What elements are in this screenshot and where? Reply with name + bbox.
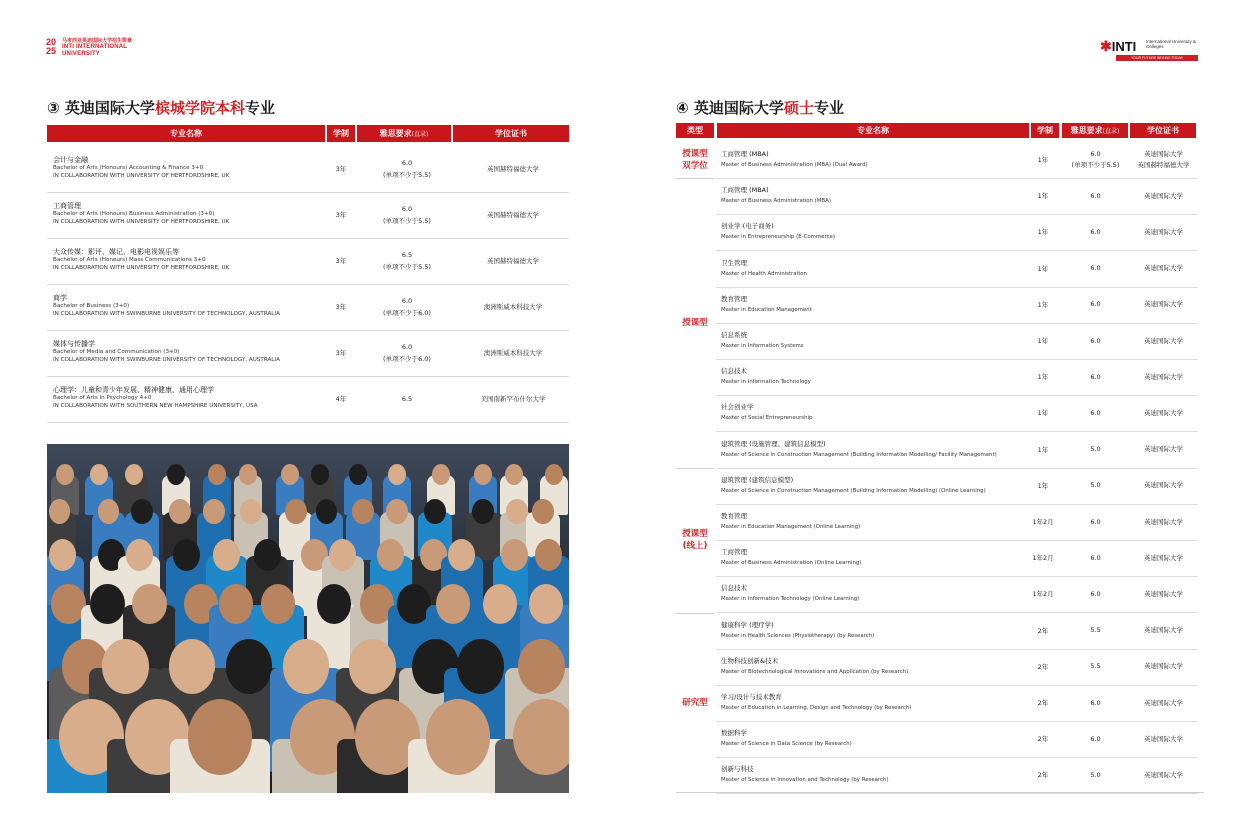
- table-row: [716, 287, 1198, 324]
- table-row: [716, 359, 1198, 396]
- logo-subtitle: International University & Colleges: [1146, 39, 1197, 49]
- audience-head: [388, 464, 406, 485]
- brand-line-1: INTI INTERNATIONAL: [62, 44, 128, 50]
- category-cell: 授课型 (线上): [682, 529, 708, 552]
- program-name: [721, 728, 1026, 750]
- table-row: [716, 721, 1198, 758]
- table-row: [47, 376, 569, 423]
- program-ielts: 5.5: [1090, 626, 1101, 635]
- audience-head: [472, 499, 494, 524]
- header-duration: 学制: [1031, 123, 1059, 138]
- program-en: Master in Information Technology: [721, 379, 811, 386]
- audience-head: [126, 539, 153, 571]
- program-duration: 1年: [1037, 264, 1049, 273]
- audience-head: [426, 699, 491, 775]
- table-row: [716, 540, 1198, 577]
- program-en: Bachelor of Arts (Honours) Accounting & Finance 3+0: [53, 165, 204, 171]
- program-duration: 1年: [1037, 300, 1049, 309]
- program-cn: 工商管理 (MBA): [721, 186, 769, 195]
- program-en: Master in Information Technology (Online Learning): [721, 596, 860, 603]
- category-cell: 授课型 双学位: [682, 149, 708, 172]
- program-duration: 1年: [1037, 445, 1049, 454]
- table-row: [716, 504, 1198, 541]
- program-cn: 媒体与传播学: [53, 340, 95, 348]
- program-cn: 社会创业学: [721, 403, 754, 412]
- program-duration: 1年: [1037, 373, 1049, 382]
- program-duration: 1年: [1037, 156, 1049, 164]
- program-cert: 英迪国际大学: [1144, 589, 1183, 598]
- program-en: Master of Education in Learning, Design and Technology (by Research): [721, 705, 912, 711]
- program-ielts: 6.0 (单项不少于5.5): [383, 205, 431, 225]
- program-ielts: 6.0 (单项不少于6.0): [383, 297, 431, 317]
- program-duration: 1年: [1037, 192, 1049, 201]
- program-en: Master of Science in Innovation and Technology (by Research): [721, 777, 889, 784]
- program-cn: 学习/设计与技术教育: [721, 693, 782, 701]
- program-cn: 创业学 (电子商务): [721, 222, 774, 231]
- audience-head: [213, 539, 240, 571]
- audience-head: [254, 539, 281, 571]
- undergrad-section-title: ③ 英迪国际大学槟城学院本科专业: [47, 99, 275, 117]
- table-row: [716, 468, 1198, 505]
- program-name: [53, 248, 323, 272]
- audience-head: [506, 499, 528, 524]
- program-cn: 信息技术: [721, 367, 747, 376]
- program-ielts: 6.5: [401, 395, 413, 403]
- table-row: [716, 649, 1198, 686]
- table-row: [716, 685, 1198, 722]
- program-cn: 工商管理: [721, 548, 747, 557]
- program-duration: 2年: [1037, 735, 1049, 744]
- program-cert: 英迪国际大学: [1144, 734, 1183, 743]
- program-name: [53, 340, 323, 364]
- inti-logo: [1100, 38, 1197, 60]
- program-name: [721, 511, 1026, 533]
- audience-head: [474, 464, 492, 485]
- table-row: [716, 757, 1198, 794]
- program-cn: 会计与金融: [53, 156, 88, 164]
- table-row: [47, 192, 569, 239]
- program-ielts: 6.0 (单项不少于6.0): [383, 343, 431, 363]
- program-cn: 建筑管理 (建筑信息模型): [721, 475, 794, 484]
- program-cn: 信息技术: [721, 584, 747, 593]
- program-name: [721, 185, 1026, 207]
- program-ielts: 6.0 (单项不少于5.5): [1071, 150, 1120, 169]
- program-ielts: 6.0: [1090, 191, 1101, 200]
- program-ielts: 6.0: [1090, 589, 1101, 598]
- program-cn: 创新与科技: [721, 765, 754, 774]
- audience-head: [285, 499, 307, 524]
- program-cn: 数据科学: [721, 729, 747, 738]
- program-ielts: 6.0: [1090, 264, 1101, 273]
- program-cn: 工商管理: [53, 202, 81, 210]
- program-ielts: 6.0: [1090, 734, 1101, 743]
- program-cn: 商学: [53, 294, 67, 302]
- program-duration: 3年: [335, 303, 347, 311]
- program-cn: 健康科学 (理疗学): [721, 620, 774, 629]
- audience-head: [448, 539, 475, 571]
- program-cert: 美国南新罕布什尔大学: [480, 395, 546, 403]
- program-name: [721, 149, 1026, 171]
- program-cn: 大众传媒：影评、媒记、电影电视娱乐等: [53, 248, 179, 256]
- program-cn: 工商管理 (MBA): [721, 150, 769, 158]
- program-name: [53, 202, 323, 226]
- audience-head: [518, 639, 565, 694]
- program-collab: IN COLLABORATION WITH UNIVERSITY OF HERTFORDSHIRE, UK: [53, 173, 230, 179]
- audience-head: [329, 539, 356, 571]
- program-name: [721, 294, 1026, 316]
- audience-head: [219, 584, 253, 624]
- program-duration: 2年: [1037, 662, 1049, 671]
- program-ielts: 6.0: [1090, 408, 1101, 417]
- program-en: Bachelor of Business (3+0): [53, 303, 130, 309]
- program-en: Bachelor of Arts in Psychology 4+0: [53, 395, 152, 401]
- program-cert: 英迪国际大学: [1144, 372, 1183, 381]
- audience-head: [49, 499, 71, 524]
- program-ielts: 5.5: [1090, 662, 1101, 671]
- program-ielts: 6.0: [1090, 300, 1101, 309]
- program-name: [53, 386, 323, 410]
- audience-head: [311, 464, 329, 485]
- program-name: [721, 366, 1026, 388]
- master-section-title: ④ 英迪国际大学硕士专业: [676, 99, 844, 117]
- program-duration: 4年: [335, 395, 347, 403]
- program-cert: 澳洲斯威本科技大学: [483, 303, 543, 311]
- program-cert: 英迪国际大学: [1144, 300, 1183, 309]
- program-cert: 英迪国际大学: [1144, 481, 1183, 490]
- header-type: 类型: [676, 123, 714, 138]
- program-duration: 3年: [335, 211, 347, 219]
- audience-head: [424, 499, 446, 524]
- logo-tagline: YOUR FUTURE BEGINS TODAY: [1116, 55, 1198, 61]
- table-row: [47, 146, 569, 193]
- header-ielts: 雅思要求(直录): [357, 125, 451, 142]
- program-cn: 建筑管理 (设施管理、建筑信息模型): [721, 439, 826, 448]
- program-collab: IN COLLABORATION WITH SWINBURNE UNIVERSITY OF TECHNOLOGY, AUSTRALIA: [53, 357, 280, 363]
- audience-head: [457, 639, 504, 694]
- program-cert: 英迪国际大学: [1144, 517, 1183, 526]
- audience-head: [317, 584, 351, 624]
- program-name: [721, 583, 1026, 605]
- program-en: Bachelor of Arts (Honours) Business Administration (3+0): [53, 211, 215, 217]
- table-row: [716, 251, 1198, 288]
- program-name: [721, 221, 1026, 243]
- program-en: Master of Business Administration (MBA) (Dual Award): [721, 162, 868, 168]
- program-en: Master in Entrepreneurship (E-Commerce): [721, 234, 835, 241]
- program-en: Bachelor of Media and Communication (3+0): [53, 349, 180, 355]
- logo-word: INTI: [1111, 39, 1137, 54]
- program-name: [721, 764, 1026, 786]
- program-cn: 信息系统: [721, 331, 747, 339]
- audience-head: [349, 639, 396, 694]
- audience-head: [261, 584, 295, 624]
- table-row: [47, 284, 569, 331]
- star-icon: ✱: [1100, 38, 1112, 54]
- audience-head: [529, 584, 563, 624]
- program-duration: 1年2月: [1032, 554, 1054, 563]
- audience-head: [532, 499, 554, 524]
- program-ielts: 5.0: [1090, 481, 1101, 490]
- audience-head: [132, 584, 166, 624]
- program-ielts: 6.5 (单项不少于5.5): [383, 251, 431, 271]
- header-cert: 学位证书: [453, 125, 569, 142]
- program-cert: 英迪国际大学 英国赫特福德大学: [1137, 150, 1190, 169]
- program-en: Master in Education Management (Online Learning): [721, 524, 861, 530]
- audience-head: [188, 699, 253, 775]
- header-name: 专业名称: [47, 125, 325, 142]
- brochure-tagline: 马来西亚英迪国际大学招生简章: [62, 38, 133, 44]
- program-cn: 教育管理: [721, 294, 747, 303]
- program-cert: 英迪国际大学: [1144, 553, 1183, 562]
- year-mark: 20 25: [46, 37, 57, 56]
- program-name: [53, 156, 323, 180]
- header-name: 专业名称: [717, 123, 1029, 138]
- program-en: Master in Health Sciences (Physiotherapy) (by Research): [721, 632, 875, 639]
- header-ielts: 雅思要求(直录): [1062, 123, 1128, 138]
- table-row: [47, 238, 569, 285]
- header-duration: 学制: [327, 125, 355, 142]
- category-cell: 授课型: [682, 317, 708, 328]
- table-row: [716, 613, 1198, 650]
- table-row: [47, 330, 569, 377]
- table-row: [716, 432, 1198, 469]
- table-row: [716, 178, 1198, 215]
- audience-head: [377, 539, 404, 571]
- audience-head: [283, 639, 330, 694]
- audience-head: [208, 464, 226, 485]
- program-cert: 英迪国际大学: [1144, 408, 1183, 417]
- program-en: Master of Science in Construction Management (Building Information Modelling/ Facility Management): [721, 451, 997, 458]
- program-duration: 3年: [335, 257, 347, 265]
- program-en: Master of Biotechnological Innovations and Application (by Research): [721, 668, 909, 675]
- program-en: Master of Business Administration (MBA): [721, 198, 831, 205]
- program-duration: 2年: [1037, 699, 1049, 707]
- program-cert: 澳洲斯威本科技大学: [483, 349, 543, 357]
- program-duration: 1年: [1037, 337, 1049, 345]
- program-name: [721, 439, 1026, 461]
- audience-head: [513, 699, 569, 775]
- audience-head: [102, 639, 149, 694]
- header-cert: 学位证书: [1130, 123, 1196, 138]
- program-cert: 英迪国际大学: [1144, 770, 1183, 779]
- program-name: [721, 258, 1026, 280]
- program-name: [721, 620, 1026, 642]
- table-row: [716, 214, 1198, 251]
- program-name: [721, 402, 1026, 424]
- program-ielts: 5.0: [1090, 770, 1101, 779]
- audience-photo: [47, 444, 569, 793]
- program-en: Master of Science in Construction Management (Building Information Modelling) (Online Learning): [721, 487, 986, 494]
- program-duration: 2年: [1037, 771, 1049, 780]
- program-cn: 生物科技创新&技术: [721, 656, 779, 665]
- audience-head: [436, 584, 470, 624]
- program-name: [721, 692, 1026, 714]
- audience-head: [501, 539, 528, 571]
- program-duration: 1年: [1037, 481, 1049, 490]
- program-cn: 心理学：儿童和青少年发展、精神健康、通用心理学: [53, 386, 214, 394]
- program-name: [721, 475, 1026, 497]
- audience-head: [239, 464, 257, 485]
- program-ielts: 6.0 (单项不少于5.5): [383, 159, 431, 179]
- audience-head: [432, 464, 450, 485]
- audience-head: [505, 464, 523, 485]
- program-duration: 2年: [1037, 626, 1049, 635]
- program-ielts: 6.0: [1090, 698, 1101, 707]
- program-en: Master in Education Management: [721, 306, 812, 313]
- program-duration: 3年: [335, 349, 347, 357]
- program-duration: 1年: [1037, 228, 1049, 237]
- audience-head: [535, 539, 562, 571]
- brand-line-2: UNIVERSITY: [62, 51, 101, 57]
- program-cn: 教育管理: [721, 512, 747, 520]
- program-ielts: 6.0: [1090, 227, 1101, 236]
- audience-head: [169, 639, 216, 694]
- program-cert: 英国赫特福德大学: [487, 165, 539, 173]
- program-ielts: 6.0: [1090, 336, 1101, 345]
- program-cert: 英迪国际大学: [1144, 698, 1183, 707]
- program-cert: 英迪国际大学: [1144, 445, 1183, 454]
- program-collab: IN COLLABORATION WITH UNIVERSITY OF HERTFORDSHIRE, UK: [53, 265, 230, 271]
- program-cn: 卫生管理: [721, 258, 747, 267]
- program-en: Master of Business Administration (Online Learning): [721, 560, 862, 567]
- table-row: [716, 142, 1198, 179]
- program-en: Master in Information Systems: [721, 343, 804, 349]
- table-row: [716, 323, 1198, 360]
- program-ielts: 6.0: [1090, 372, 1101, 381]
- program-en: Bachelor of Arts (Honours) Mass Communications 3+0: [53, 257, 206, 263]
- program-ielts: 6.0: [1090, 517, 1101, 526]
- program-cert: 英国赫特福德大学: [487, 257, 539, 265]
- program-ielts: 5.0: [1090, 445, 1101, 454]
- audience-head: [131, 499, 153, 524]
- program-duration: 3年: [335, 165, 347, 173]
- program-name: [721, 330, 1026, 352]
- program-ielts: 6.0: [1090, 553, 1101, 562]
- program-collab: IN COLLABORATION WITH SOUTHERN NEW HAMPSHIRE UNIVERSITY, USA: [53, 403, 258, 409]
- audience-head: [169, 499, 191, 524]
- program-en: Master of Science in Data Science (by Research): [721, 741, 852, 748]
- program-cert: 英迪国际大学: [1144, 626, 1183, 635]
- program-collab: IN COLLABORATION WITH UNIVERSITY OF HERTFORDSHIRE, UK: [53, 219, 230, 225]
- audience-head: [203, 499, 225, 524]
- program-en: Master of Health Administration: [721, 270, 807, 277]
- program-cert: 英迪国际大学: [1144, 264, 1183, 273]
- program-cert: 英迪国际大学: [1144, 227, 1183, 236]
- audience-head: [125, 464, 143, 485]
- program-duration: 1年2月: [1032, 518, 1054, 526]
- audience-head: [226, 639, 273, 694]
- program-collab: IN COLLABORATION WITH SWINBURNE UNIVERSITY OF TECHNOLOGY, AUSTRALIA: [53, 311, 280, 317]
- program-name: [721, 547, 1026, 569]
- program-duration: 1年: [1037, 409, 1049, 418]
- audience-head: [49, 539, 76, 571]
- audience-head: [240, 499, 262, 524]
- program-cert: 英迪国际大学: [1144, 336, 1183, 345]
- table-row: [716, 576, 1198, 613]
- program-name: [721, 656, 1026, 678]
- program-name: [53, 294, 323, 318]
- program-duration: 1年2月: [1032, 590, 1054, 599]
- program-cert: 英迪国际大学: [1144, 191, 1183, 200]
- program-en: Master of Social Entrepreneurship: [721, 415, 813, 422]
- table-row: [716, 395, 1198, 432]
- audience-head: [90, 584, 124, 624]
- program-cert: 英国赫特福德大学: [487, 211, 539, 219]
- table-bottom-line: [676, 792, 1204, 793]
- audience-head: [90, 464, 108, 485]
- category-cell: 研究型: [682, 698, 708, 709]
- audience-head: [352, 499, 374, 524]
- audience-head: [173, 539, 200, 571]
- program-cert: 英迪国际大学: [1144, 662, 1183, 671]
